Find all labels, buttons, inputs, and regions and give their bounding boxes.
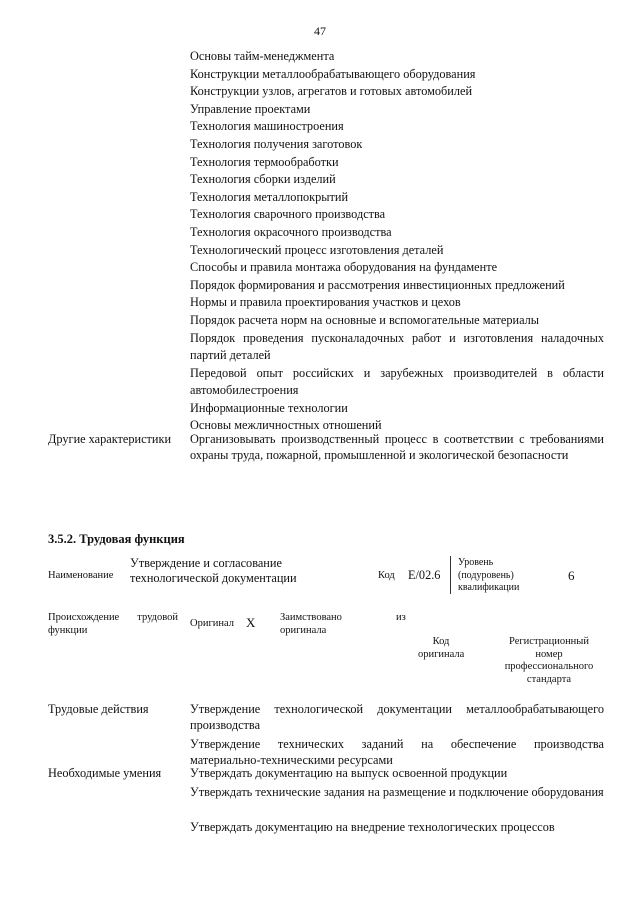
from-label: из — [396, 612, 406, 623]
other-characteristics-label: Другие характеристики — [48, 432, 172, 446]
knowledge-list — [190, 48, 604, 435]
list-item: Утверждать документацию на выпуск освоенной продукции — [190, 766, 508, 780]
list-item: Технология получения заготовок — [190, 136, 363, 151]
list-item: Утверждать технические задания на размещение и подключение оборудования — [190, 785, 604, 799]
origin-label: Происхождение трудовой функции — [48, 612, 178, 636]
list-item: Конструкции узлов, агрегатов и готовых автомобилей — [190, 84, 473, 99]
original-label: Оригинал — [190, 618, 234, 629]
page-number: 47 — [314, 24, 326, 38]
list-item: Основы межличностных отношений — [190, 418, 382, 433]
list-item: Передовой опыт российских и зарубежных производителей в области автомобилестроения — [190, 365, 604, 398]
registration-number-label: Регистрационный номер профессионального стандарта — [504, 636, 594, 685]
code-original-label: Код оригинала — [418, 636, 465, 660]
list-item: Технология термообработки — [190, 154, 339, 169]
code-value: E/02.6 — [408, 568, 441, 582]
labor-actions-label: Трудовые действия — [48, 702, 149, 716]
list-item: Управление проектами — [190, 101, 311, 116]
list-item: Технология окрасочного производства — [190, 224, 392, 239]
list-item: Технология машиностроения — [190, 119, 344, 134]
list-item: Способы и правила монтажа оборудования на фундаменте — [190, 260, 498, 275]
labor-actions — [48, 702, 604, 766]
name-label: Наименование — [48, 570, 114, 581]
level-value: 6 — [568, 568, 575, 583]
origin-row — [48, 612, 608, 692]
list-item: Нормы и правила проектирования участков и цехов — [190, 295, 461, 310]
required-skills-label: Необходимые умения — [48, 766, 162, 780]
name-value: Утверждение и согласование технологической документации — [130, 556, 297, 585]
required-skills — [48, 766, 604, 846]
function-header — [48, 556, 608, 596]
list-item: Утверждение технических заданий на обеспечение производства материально-техническими ресурсами — [190, 737, 604, 767]
list-item: Основы тайм-менеджмента — [190, 49, 335, 63]
list-item: Порядок расчета норм на основные и вспомогательные материалы — [190, 312, 540, 327]
divider — [450, 556, 451, 594]
list-item: Технология металлопокрытий — [190, 189, 349, 204]
original-mark: X — [246, 615, 256, 630]
list-item: Технология сварочного производства — [190, 207, 386, 222]
borrowed-label: Заимствовано оригинала — [280, 612, 342, 636]
level-label: Уровень (подуровень) квалификации — [458, 557, 520, 593]
list-item: Конструкции металлообрабатывающего оборудования — [190, 66, 476, 81]
list-item: Технология сборки изделий — [190, 172, 336, 187]
code-label: Код — [378, 570, 395, 581]
section-title: 3.5.2. Трудовая функция — [48, 532, 185, 546]
list-item: Утверждение технологической документации металлообрабатывающего производства — [190, 702, 604, 732]
list-item: Технологический процесс изготовления деталей — [190, 242, 444, 257]
list-item: Утверждать документацию на внедрение технологических процессов — [190, 820, 555, 834]
list-item: Порядок формирования и рассмотрения инвестиционных предложений — [190, 277, 565, 292]
list-item: Информационные технологии — [190, 400, 348, 415]
list-item: Порядок проведения пусконаладочных работ и изготовления наладочных партий деталей — [190, 330, 604, 363]
other-characteristics-text: Организовывать производственный процесс в соответствии с требованиями охраны труда, пожарной, промышленной и экологической безопасности — [190, 432, 604, 462]
